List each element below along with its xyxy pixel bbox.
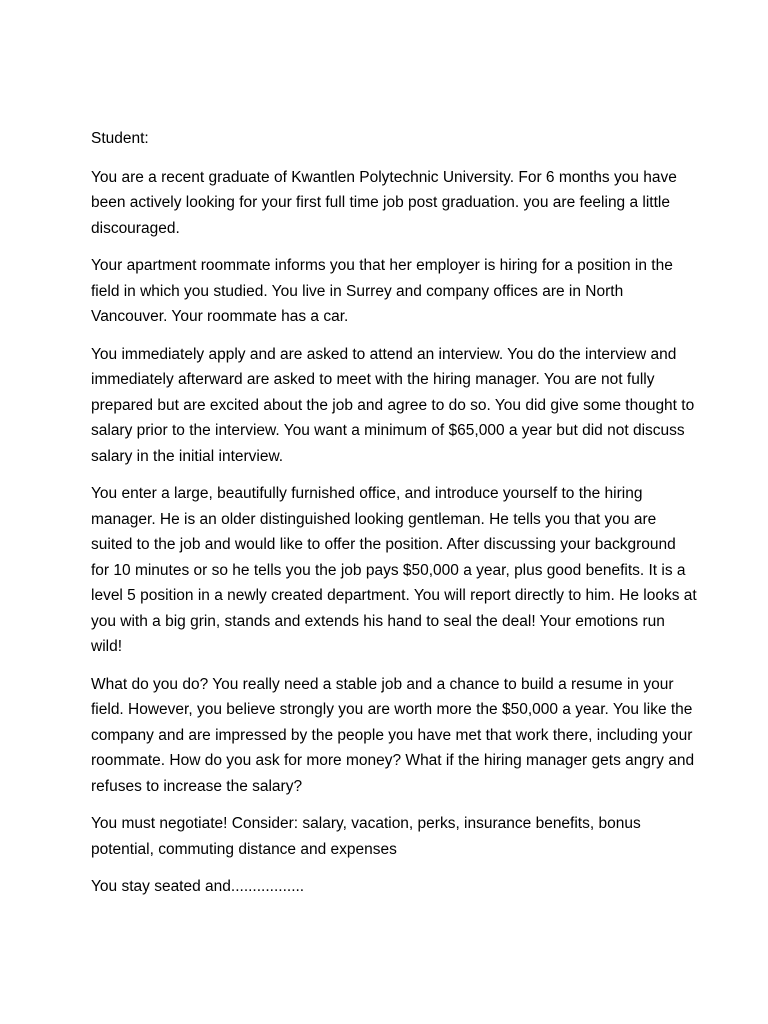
paragraph-office: You enter a large, beautifully furnished office, and introduce yourself to the hiring manager. He is an older distinguished looking gentleman. He tells you that you are suited to the job and would like to offer the position. After discussing your background for 10 minutes or so he tells you the job pays $50,000 a year, plus good benefits. It is a level 5 position in a newly created department. You will report directly to him. He looks at you with a big grin, stands and extends his hand to seal the deal! Your emotions run wild! <box>91 485 697 655</box>
paragraph-interview: You immediately apply and are asked to attend an interview. You do the interview and immediately afterward are asked to meet with the hiring manager. You are not fully prepared but are excited about the job and agree to do so. You did give some thought to salary prior to the interview. You want a minimum of $65,000 a year but did not discuss salary in the initial interview. <box>91 345 695 465</box>
document-heading: Student: <box>91 130 149 147</box>
paragraph-roommate: Your apartment roommate informs you that her employer is hiring for a position in the field in which you studied. You live in Surrey and company offices are in North Vancouver. Your roommate has a car. <box>91 257 673 325</box>
paragraph-intro: You are a recent graduate of Kwantlen Polytechnic University. For 6 months you have been actively looking for your first full time job post graduation. you are feeling a little discouraged. <box>91 168 677 237</box>
paragraph-closing: You stay seated and................. <box>91 878 305 895</box>
paragraph-negotiate: You must negotiate! Consider: salary, vacation, perks, insurance benefits, bonus potential, commuting distance and expenses <box>91 815 641 858</box>
paragraph-dilemma: What do you do? You really need a stable job and a chance to build a resume in your field. However, you believe strongly you are worth more the $50,000 a year. You like the company and are impressed by the people you have met that work there, including your roommate. How do you ask for more money? What if the hiring manager gets angry and refuses to increase the salary? <box>91 675 695 795</box>
